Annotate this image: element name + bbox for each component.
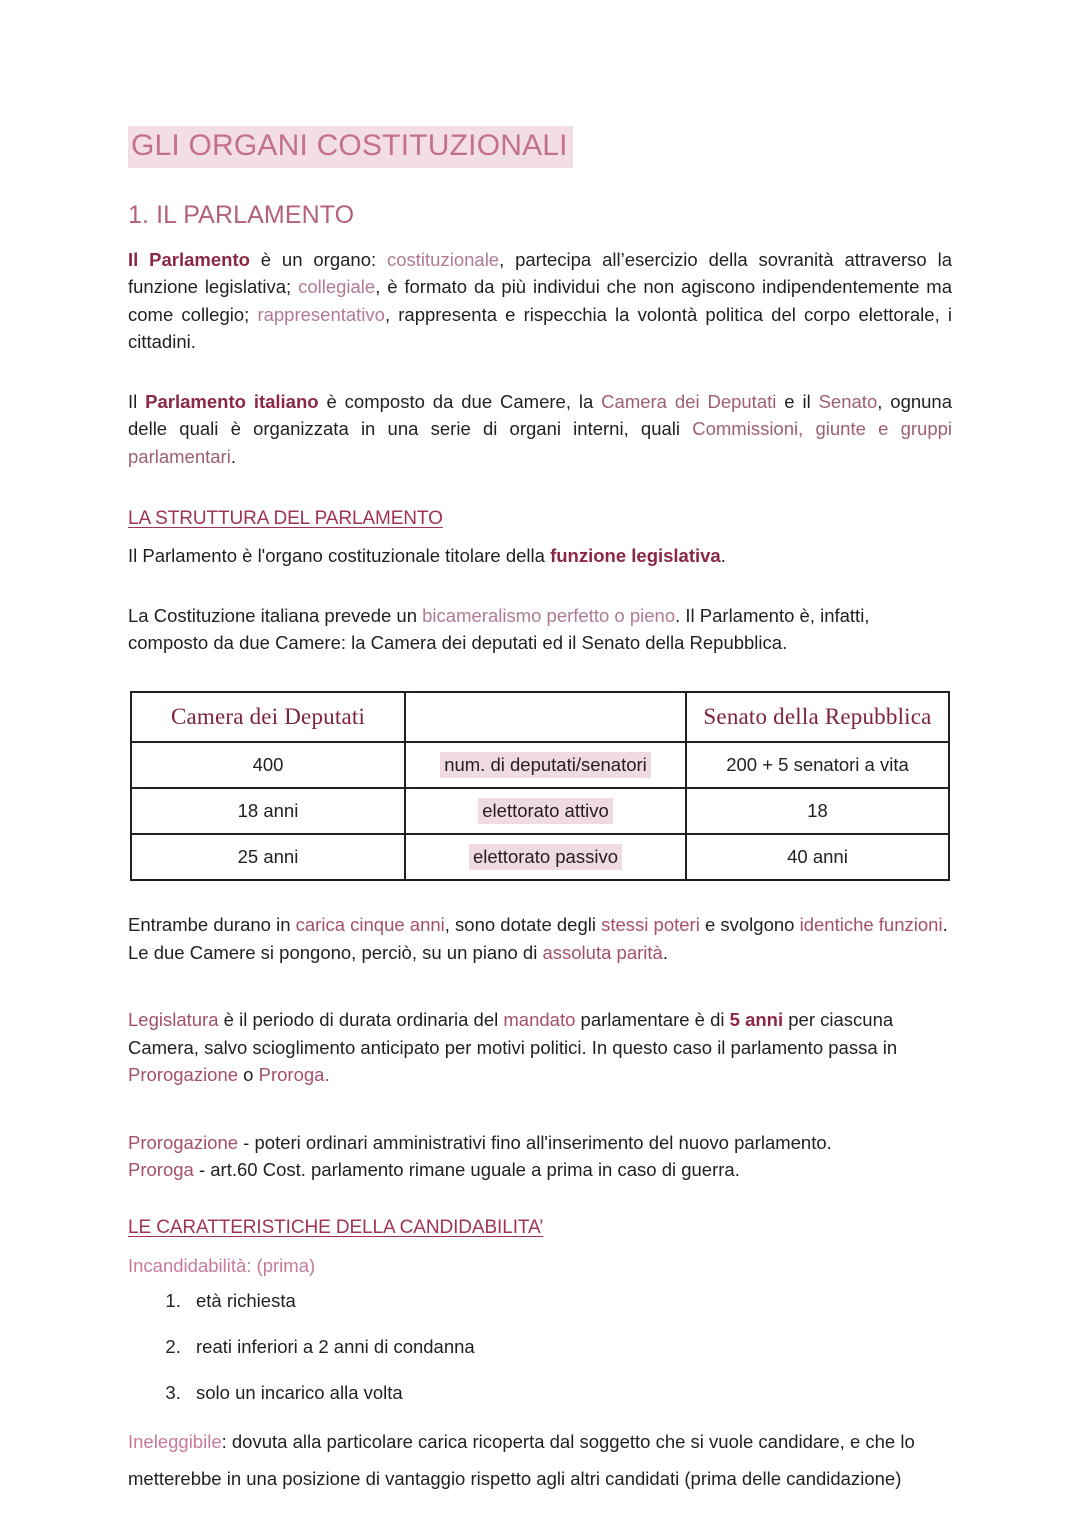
cell-value: 18 xyxy=(807,799,828,821)
term-organi-interni: Commissioni, giunte e gruppi parlamentari xyxy=(128,418,953,467)
paragraph-parlamento-definizione xyxy=(128,246,952,356)
term-proroga: Proroga. xyxy=(258,1064,330,1086)
subsection-heading-struttura: LA STRUTTURA DEL PARLAMENTO xyxy=(128,507,443,529)
text-fragment: o xyxy=(238,1064,259,1086)
subsection-heading-candidabilita: LE CARATTERISTICHE DELLA CANDIDABILITA’ xyxy=(128,1216,544,1238)
table-cell-criterion xyxy=(405,788,686,834)
term-stessi-poteri: stessi poteri xyxy=(601,913,700,935)
text-fragment: . Il Parlamento è, infatti, composto da due Camere: la Camera dei deputati ed il Senato della Repubblica. xyxy=(128,604,870,654)
spacer xyxy=(128,584,952,602)
cell-value: 400 xyxy=(252,753,284,775)
list-item: 3. solo un incarico alla volta xyxy=(186,1379,952,1407)
text-fragment: . xyxy=(720,545,726,567)
term-prorogazione-definizione: Prorogazione xyxy=(128,1131,239,1153)
list-item: 2. reati inferiori a 2 anni di condanna xyxy=(186,1333,952,1361)
table-cell-criterion xyxy=(405,742,686,788)
table-cell-right xyxy=(686,742,949,788)
text-fragment: , è formato da più individui che non agiscono indipendentemente ma come collegio; xyxy=(128,276,952,325)
paragraph-legislatura xyxy=(128,1006,952,1089)
table-cell-left xyxy=(131,742,405,788)
subheading-row-struttura xyxy=(128,507,952,543)
text-fragment: e svolgono xyxy=(699,913,800,935)
table-header-senato xyxy=(686,692,949,742)
document-title-row xyxy=(128,126,952,168)
term-camera-dei-deputati: Camera dei Deputati xyxy=(601,390,777,412)
text-fragment: è un organo: xyxy=(249,248,387,270)
table-header-camera xyxy=(131,692,405,742)
text-fragment: Il Parlamento è l'organo costituzionale titolare della xyxy=(128,545,551,567)
text-fragment: , partecipa all’esercizio della sovranità attraverso la funzione legislativa; xyxy=(128,248,952,298)
table-cell-left xyxy=(131,834,405,880)
text-fragment: Il xyxy=(128,390,146,412)
table-row xyxy=(131,834,949,880)
paragraph-ineleggibile xyxy=(128,1424,952,1496)
table-cell-right xyxy=(686,788,949,834)
term-collegiale: collegiale xyxy=(298,276,376,298)
paragraph-proroga-def xyxy=(128,1156,952,1184)
cell-value: 200 + 5 senatori a vita xyxy=(726,753,909,775)
spacer xyxy=(128,1103,952,1129)
text-fragment: . Le due Camere si pongono, perciò, su un piano di xyxy=(128,913,948,963)
term-costituzionale: costituzionale xyxy=(387,248,500,270)
paragraph-durata-poteri xyxy=(128,911,952,966)
text-fragment: : dovuta alla particolare carica ricoperta dal soggetto che si vuole candidare, e che lo metterebbe in una posizione di vantaggio rispetto agli altri candidati (prima delle candidazione) xyxy=(128,1431,915,1489)
term-proroga-definizione: Proroga xyxy=(128,1159,194,1181)
table-header-middle xyxy=(405,692,686,742)
text-fragment: Entrambe durano in xyxy=(128,913,296,935)
spacer xyxy=(128,485,952,507)
table-header-label: Senato della Repubblica xyxy=(703,703,932,729)
term-funzione-legislativa: funzione legislativa xyxy=(550,545,721,567)
paragraph-bicameralismo xyxy=(128,602,952,657)
cell-value: 40 anni xyxy=(787,845,848,867)
term-bicameralismo-perfetto: bicameralismo perfetto o pieno xyxy=(422,604,676,626)
table-cell-right xyxy=(686,834,949,880)
term-mandato: mandato xyxy=(503,1009,576,1031)
spacer xyxy=(128,370,952,388)
subheading-row-candidabilita xyxy=(128,1216,952,1252)
text-fragment: e il xyxy=(776,390,819,412)
table-row xyxy=(131,742,949,788)
text-fragment: parlamentare è di xyxy=(575,1009,730,1031)
text-fragment: è composto da due Camere, la xyxy=(318,390,602,412)
paragraph-parlamento-italiano xyxy=(128,388,952,471)
text-fragment: per ciascuna Camera, salvo scioglimento anticipato per motivi politici. In questo caso il parlamento passa in xyxy=(128,1009,898,1058)
text-fragment: . xyxy=(230,445,236,467)
paragraph-prorogazione-def xyxy=(128,1129,952,1157)
cell-value: 18 anni xyxy=(237,799,299,821)
text-fragment: è il periodo di durata ordinaria del xyxy=(218,1009,504,1031)
list-item: 1. età richiesta xyxy=(186,1287,952,1315)
text-fragment: , rappresenta e rispecchia la volontà politica del corpo elettorale, i cittadini. xyxy=(128,303,952,353)
page-title: GLI ORGANI COSTITUZIONALI xyxy=(128,126,573,168)
spacer xyxy=(128,1198,952,1216)
paragraph-funzione-legislativa xyxy=(128,542,952,570)
document-content xyxy=(128,126,952,1497)
cell-value: 25 anni xyxy=(237,845,299,867)
term-rappresentativo: rappresentativo xyxy=(257,303,385,325)
section-heading-parlamento: 1. IL PARLAMENTO xyxy=(128,200,355,229)
parliament-comparison-table xyxy=(130,691,950,881)
term-ineleggibile: Ineleggibile xyxy=(128,1431,222,1453)
term-parlamento-italiano: Parlamento italiano xyxy=(145,390,319,412)
cell-criterion-label: elettorato attivo xyxy=(478,798,613,825)
cell-criterion-label: num. di deputati/senatori xyxy=(440,752,651,779)
comparison-table-wrapper xyxy=(130,691,952,881)
label-incandidabilita xyxy=(128,1252,952,1280)
text-fragment: - art.60 Cost. parlamento rimane uguale a prima in caso di guerra. xyxy=(193,1159,740,1181)
table-header-label: Camera dei Deputati xyxy=(170,703,366,729)
table-header-row xyxy=(131,692,949,742)
table-cell-left xyxy=(131,788,405,834)
cell-criterion-label: elettorato passivo xyxy=(469,844,622,871)
text-fragment: - poteri ordinari amministrativi fino all'inserimento del nuovo parlamento. xyxy=(238,1131,832,1153)
text-fragment: , sono dotate degli xyxy=(444,913,602,935)
table-row xyxy=(131,788,949,834)
text-fragment: La Costituzione italiana prevede un xyxy=(128,604,423,626)
term-carica-cinque-anni: carica cinque anni xyxy=(295,913,445,935)
term-5-anni: 5 anni xyxy=(729,1009,784,1031)
text-fragment: . xyxy=(662,941,668,963)
table-cell-criterion xyxy=(405,834,686,880)
spacer xyxy=(128,980,952,1006)
term-assoluta-parita: assoluta parità xyxy=(542,941,663,963)
incandidabilita-list xyxy=(128,1287,952,1406)
term-senato: Senato xyxy=(818,390,878,412)
term-identiche-funzioni: identiche funzioni xyxy=(799,913,943,935)
term-incandidabilita: Incandidabilità: (prima) xyxy=(128,1254,316,1276)
term-prorogazione: Prorogazione xyxy=(128,1064,239,1086)
term-legislatura: Legislatura xyxy=(128,1009,219,1031)
term-il-parlamento: Il Parlamento xyxy=(128,248,250,270)
text-fragment: , ognuna delle quali è organizzata in una serie di organi interni, quali xyxy=(128,390,953,440)
